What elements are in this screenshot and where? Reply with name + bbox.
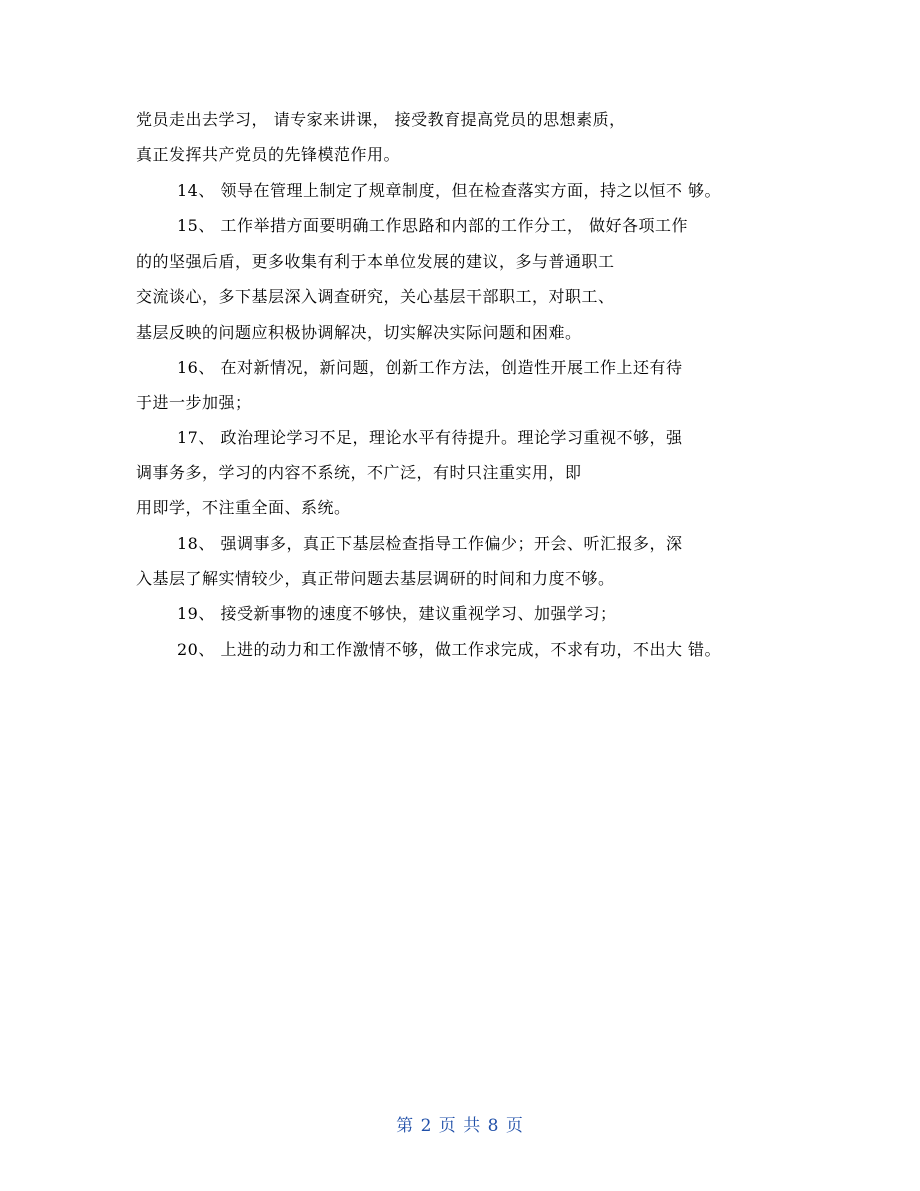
text-line: 入基层了解实情较少，真正带问题去基层调研的时间和力度不够。 [136,569,615,588]
text-line: 14、 领导在管理上制定了规章制度，但在检查落实方面，持之以恒不 够。 [177,181,722,200]
text-line: 15、 工作举措方面要明确工作思路和内部的工作分工， 做好各项工作 [177,216,689,235]
text-line: 调事务多，学习的内容不系统，不广泛，有时只注重实用，即 [136,463,582,482]
text-line: 20、 上进的动力和工作激情不够，做工作求完成，不求有功，不出大 错。 [177,640,722,659]
page-number-footer: 第 2 页 共 8 页 [396,1116,524,1136]
text-line: 用即学，不注重全面、系统。 [136,498,351,517]
text-line: 党员走出去学习， 请专家来讲课， 接受教育提高党员的思想素质， [136,110,626,129]
text-line: 19、 接受新事物的速度不够快，建议重视学习、加强学习； [177,604,617,623]
text-line: 真正发挥共产党员的先锋模范作用。 [136,145,401,164]
text-line: 18、 强调事多，真正下基层检查指导工作偏少；开会、听汇报多，深 [177,534,683,553]
text-line: 基层反映的问题应积极协调解决，切实解决实际问题和困难。 [136,323,582,342]
text-line: 17、 政治理论学习不足，理论水平有待提升。理论学习重视不够，强 [177,428,683,447]
text-line: 交流谈心，多下基层深入调查研究，关心基层干部职工，对职工、 [136,287,615,306]
text-line: 16、 在对新情况，新问题，创新工作方法，创造性开展工作上还有待 [177,358,683,377]
text-line: 于进一步加强； [136,393,252,412]
text-line: 的的坚强后盾，更多收集有利于本单位发展的建议，多与普通职工 [136,252,615,271]
